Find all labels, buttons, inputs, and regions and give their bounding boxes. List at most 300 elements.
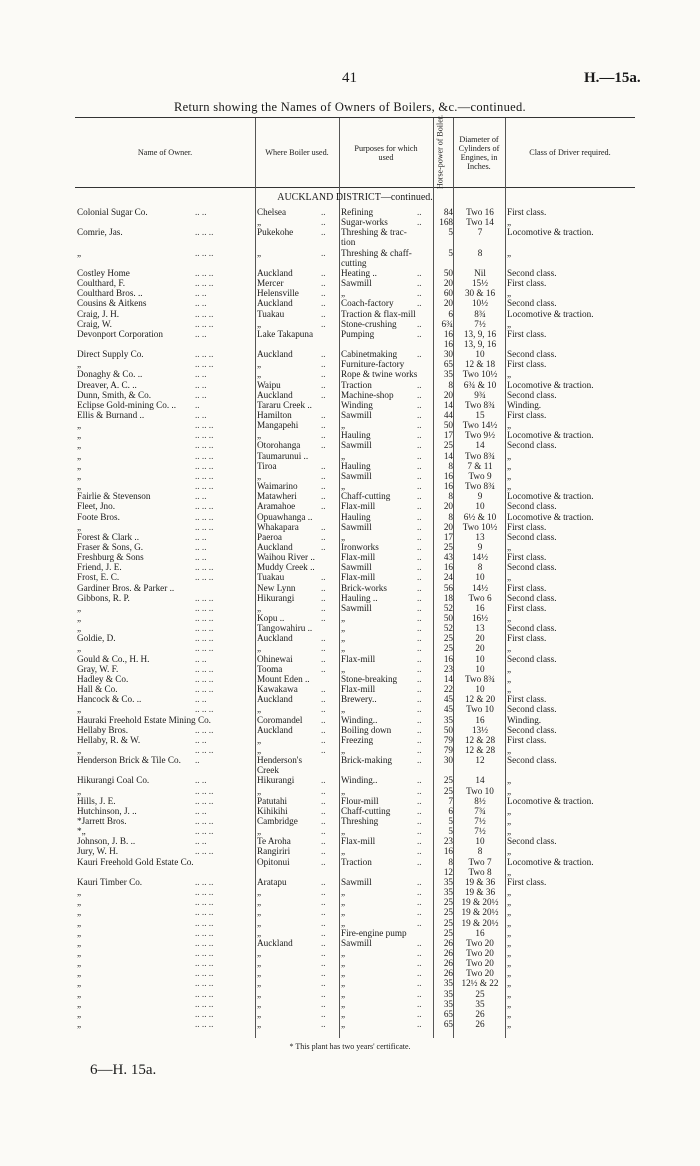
driver-class-cell: Second class. [507,440,557,451]
driver-class-cell: Second class. [507,389,557,400]
diameter-cell: Two 8¾ [465,450,495,461]
owner-cell: „ [77,998,82,1009]
horse-power-cell: 25 [443,907,453,918]
purpose-cell: Flax-mill [341,653,376,664]
owner-leader-dots: .. .. .. [195,826,214,837]
table-row [75,603,635,613]
horse-power-cell: 16 [443,653,453,664]
where-used-cell: Kihikihi [257,805,288,816]
owner-leader-dots: .. .. [195,836,207,847]
driver-class-cell: „ [507,947,512,958]
purpose-cell: Coach-factory [341,298,394,309]
diameter-cell: 25 [475,988,485,999]
owner-cell: Direct Supply Co. [77,349,144,360]
driver-class-cell: Locomotive & traction. [507,379,594,390]
driver-class-cell: Second class. [507,623,557,634]
diameter-cell: Two 10 [466,785,494,796]
diameter-cell: 19 & 36 [464,876,496,887]
owner-cell: „ [77,247,82,258]
header-diameter: Diameter of Cylinders of Engines, in Inches. [458,134,500,171]
purpose-cell: Sawmill [341,937,372,948]
purpose-leader-dots: .. [417,785,422,796]
owner-leader-dots: .. .. .. [195,1008,214,1019]
purpose-leader-dots: .. [417,623,422,634]
where-used-cell: Tiroa [257,460,277,471]
purpose-cell: Rope & twine works [341,369,418,380]
where-leader-dots: .. [321,978,326,989]
purpose-leader-dots: .. [417,541,422,552]
where-leader-dots: .. [321,278,326,289]
horse-power-cell: 18 [443,592,453,603]
owner-cell: Gardiner Bros. & Parker .. [77,582,175,593]
where-used-cell: „ [257,359,262,370]
purpose-cell: tion [341,237,356,248]
table-row [75,989,635,999]
purpose-leader-dots: .. [417,267,422,278]
driver-class-cell: First class. [507,278,547,289]
diameter-cell: 14½ [471,582,489,593]
horse-power-cell: 20 [443,389,453,400]
diameter-cell: 16 [475,927,485,938]
where-used-cell: „ [257,988,262,999]
owner-leader-dots: .. .. [195,541,207,552]
owner-cell: Hancock & Co. .. [77,694,142,705]
owner-cell: „ [77,470,82,481]
owner-cell: Craig, W. [77,318,112,329]
diameter-cell: 12½ & 22 [461,978,499,989]
purpose-leader-dots: .. [417,673,422,684]
diameter-cell: 9¾ [474,389,486,400]
purpose-cell: Flax-mill [341,501,376,512]
driver-class-cell: Locomotive & traction. [507,856,594,867]
table-row [75,836,635,846]
driver-class-cell: „ [507,887,512,898]
table-row [75,258,635,268]
driver-class-cell: „ [507,805,512,816]
driver-class-cell: Second class. [507,704,557,715]
owner-cell: „ [77,440,82,451]
purpose-cell: Hauling [341,430,371,441]
where-used-cell: Auckland [257,349,293,360]
purpose-leader-dots: .. [417,288,422,299]
horse-power-cell: 35 [443,369,453,380]
where-leader-dots: .. [321,470,326,481]
horse-power-cell: 35 [443,978,453,989]
table-row [75,390,635,400]
driver-class-cell: First class. [507,602,547,613]
owner-cell: Gray, W. F. [77,663,119,674]
driver-class-cell: „ [507,460,512,471]
purpose-cell: Flax-mill [341,572,376,583]
owner-cell: Gould & Co., H. H. [77,653,150,664]
horse-power-cell: 25 [443,897,453,908]
diameter-cell: 35 [475,998,485,1009]
horse-power-cell: 35 [443,887,453,898]
where-used-cell: Mangapehi [257,420,299,431]
driver-class-cell: „ [507,744,512,755]
owner-leader-dots: .. .. .. [195,481,214,492]
purpose-cell: Cabinetmaking [341,349,398,360]
purpose-cell: Sawmill [341,410,372,420]
horse-power-cell: 16 [443,338,453,349]
where-leader-dots: .. [321,643,326,654]
where-leader-dots: .. [321,267,326,278]
where-leader-dots: .. [321,501,326,512]
diameter-cell: 14 [475,775,485,786]
owner-cell: „ [77,602,82,613]
diameter-cell: 10 [475,572,485,583]
purpose-cell: Brewery.. [341,694,377,705]
horse-power-cell: 52 [443,623,453,634]
where-used-cell: „ [257,917,262,928]
driver-class-cell: First class. [507,328,547,339]
horse-power-cell: 5 [448,227,453,238]
owner-leader-dots: .. .. .. [195,572,214,583]
horse-power-cell: 25 [443,643,453,654]
horse-power-cell: 23 [443,836,453,847]
table-row [75,725,635,735]
owner-cell: Foote Bros. [77,511,120,522]
horse-power-cell: 50 [443,420,453,431]
driver-class-cell: Second class. [507,592,557,603]
diameter-cell: 10 [475,836,485,847]
purpose-leader-dots: .. [417,572,422,583]
owner-cell: Dreaver, A. C. .. [77,379,137,390]
driver-class-cell: „ [507,613,512,623]
purpose-leader-dots: .. [417,775,422,786]
owner-cell: Donaghy & Co. .. [77,369,143,380]
owner-cell: Eclipse Gold-mining Co. .. [77,399,177,410]
purpose-leader-dots: .. [417,704,422,715]
horse-power-cell: 6 [448,308,453,319]
horse-power-cell: 52 [443,602,453,613]
header-driver-class: Class of Driver required. [529,148,611,157]
owner-leader-dots: .. .. .. [195,420,214,431]
where-used-cell: New Lynn [257,582,296,593]
purpose-cell: Flax-mill [341,836,376,847]
owner-leader-dots: .. .. [195,694,207,705]
table-row [75,309,635,319]
horse-power-cell: 14 [443,399,453,410]
purpose-leader-dots: .. [417,653,422,664]
purpose-leader-dots: .. [417,217,422,228]
driver-class-cell: „ [507,998,512,1009]
table-row [75,471,635,481]
where-leader-dots: .. [321,937,326,948]
table-row [75,349,635,359]
purpose-cell: Threshing & chaff- [341,247,412,258]
where-leader-dots: .. [321,613,326,623]
owner-leader-dots: .. .. .. [195,876,214,887]
driver-class-cell: Locomotive & traction. [507,308,594,319]
table-row [75,583,635,593]
diameter-cell: 16½ [471,613,489,623]
horse-power-cell: 17 [443,430,453,441]
driver-class-cell: „ [507,541,512,552]
purpose-leader-dots: .. [417,501,422,512]
purpose-leader-dots: .. [417,816,422,826]
where-used-cell: Tangowahiru .. [257,623,313,634]
table-row [75,298,635,308]
purpose-cell: Chaff-cutting [341,491,391,502]
where-leader-dots: .. [321,308,326,319]
driver-class-cell: Second class. [507,501,557,512]
owner-leader-dots: .. .. .. [195,470,214,481]
owner-cell: „ [77,460,82,471]
where-leader-dots: .. [321,897,326,908]
table-row [75,278,635,288]
owner-leader-dots: .. .. .. [195,227,214,238]
diameter-cell: Nil [474,267,486,278]
where-used-cell: Tuakau [257,308,285,319]
purpose-cell: Brick-works [341,582,387,593]
owner-leader-dots: .. .. .. [195,998,214,1009]
table-row [75,319,635,329]
where-leader-dots: .. [321,826,326,837]
diameter-cell: Two 10½ [462,521,498,532]
table-row [75,907,635,917]
table-row [75,897,635,907]
where-used-cell: Henderson's [257,755,303,766]
horse-power-cell: 24 [443,572,453,583]
table-row [75,938,635,948]
purpose-cell: Traction & flax-mill [341,308,416,319]
driver-class-cell: Second class. [507,755,557,766]
horse-power-cell: 25 [443,440,453,451]
boiler-owners-table [75,117,635,1038]
diameter-cell: Two 20 [466,937,494,948]
diameter-cell: 10½ [471,298,489,309]
driver-class-cell: „ [507,988,512,999]
where-used-cell: „ [257,907,262,918]
table-row [75,978,635,988]
where-leader-dots: .. [321,856,326,867]
diameter-cell: 7 & 11 [467,460,493,471]
horse-power-cell: 79 [443,734,453,745]
purpose-cell: Hauling [341,511,371,522]
purpose-cell: „ [341,623,346,634]
where-leader-dots: .. [321,582,326,593]
where-leader-dots: .. [321,410,326,420]
owner-leader-dots: .. .. .. [195,592,214,603]
driver-class-cell: First class. [507,734,547,745]
owner-leader-dots: .. .. .. [195,958,214,969]
purpose-cell: „ [341,968,346,979]
where-used-cell: „ [257,643,262,654]
owner-cell: „ [77,744,82,755]
horse-power-cell: 25 [443,917,453,928]
purpose-leader-dots: .. [417,826,422,837]
header-owner: Name of Owner. [137,148,193,157]
diameter-cell: 14½ [471,552,489,563]
diameter-cell: Two 8¾ [465,673,495,684]
table-row [75,430,635,440]
purpose-leader-dots: .. [417,897,422,908]
table-row [75,217,635,227]
purpose-cell: Sawmill [341,521,372,532]
table-row [75,826,635,836]
horse-power-cell: 25 [443,541,453,552]
owner-leader-dots: .. .. .. [195,450,214,461]
purpose-cell: Threshing [341,816,379,826]
purpose-cell: „ [341,958,346,969]
where-used-cell: „ [257,897,262,908]
where-leader-dots: .. [321,592,326,603]
owner-leader-dots: .. .. .. [195,704,214,715]
diameter-cell: 19 & 20½ [461,897,499,908]
where-used-cell: „ [257,927,262,938]
purpose-cell: „ [341,481,346,492]
where-leader-dots: .. [321,217,326,228]
diameter-cell: 30 & 16 [464,288,496,299]
horse-power-cell: 20 [443,278,453,289]
driver-class-cell: „ [507,1008,512,1019]
purpose-cell: Freezing [341,734,374,745]
table-row [75,664,635,674]
table-row [75,542,635,552]
diameter-cell: Two 20 [466,958,494,969]
owner-leader-dots: .. .. .. [195,613,214,623]
diameter-cell: 12 & 20 [464,694,496,705]
owner-cell: „ [77,958,82,969]
purpose-cell: Sawmill [341,876,372,887]
owner-leader-dots: .. .. .. [195,897,214,908]
purpose-leader-dots: .. [417,420,422,431]
owner-leader-dots: .. .. .. [195,308,214,319]
owner-cell: Colonial Sugar Co. [77,207,148,217]
purpose-cell: Ironworks [341,541,379,552]
owner-cell: Hall & Co. [77,684,118,695]
diameter-cell: 10 [475,349,485,360]
where-leader-dots: .. [321,491,326,502]
table-row [75,674,635,684]
owner-leader-dots: .. .. .. [195,247,214,258]
where-leader-dots: .. [321,816,326,826]
table-row [75,562,635,572]
owner-cell: „ [77,643,82,654]
table-row [75,532,635,542]
owner-leader-dots: .. .. .. [195,643,214,654]
where-leader-dots: .. [321,968,326,979]
purpose-leader-dots: .. [417,491,422,502]
diameter-cell: 8½ [474,795,486,806]
owner-cell: Henderson Brick & Tile Co. [77,755,181,766]
horse-power-cell: 26 [443,958,453,969]
where-used-cell: Ohinewai [257,653,293,664]
header-rule [75,187,635,188]
diameter-cell: Two 7 [468,856,492,867]
purpose-cell: „ [341,897,346,908]
owner-cell: „ [77,947,82,958]
horse-power-cell: 50 [443,724,453,735]
purpose-leader-dots: .. [417,450,422,461]
purpose-cell: Winding.. [341,714,378,725]
where-leader-dots: .. [321,927,326,938]
driver-class-cell: „ [507,663,512,674]
where-used-cell: Matawheri [257,491,297,502]
table-row [75,420,635,430]
driver-class-cell: „ [507,866,512,877]
owner-cell: Devonport Corporation [77,328,163,339]
owner-leader-dots: .. .. .. [195,907,214,918]
horse-power-cell: 35 [443,988,453,999]
diameter-cell: 9 [477,491,483,502]
purpose-leader-dots: .. [417,917,422,928]
driver-class-cell: „ [507,450,512,461]
driver-class-cell: „ [507,927,512,938]
purpose-leader-dots: .. [417,531,422,542]
purpose-leader-dots: .. [417,744,422,755]
driver-class-cell: „ [507,217,512,228]
diameter-cell: 12 & 28 [464,734,496,745]
driver-class-cell: Second class. [507,298,557,309]
table-row [75,654,635,664]
driver-class-cell: Second class. [507,562,557,573]
diameter-cell: Two 8¾ [465,481,495,492]
where-leader-dots: .. [321,602,326,613]
owner-cell: Hadley & Co. [77,673,129,684]
diameter-cell: 10 [475,653,485,664]
where-used-cell: „ [257,978,262,989]
where-leader-dots: .. [321,288,326,299]
where-leader-dots: .. [321,744,326,755]
diameter-cell: 15½ [471,278,489,289]
purpose-leader-dots: .. [417,876,422,887]
driver-class-cell: „ [507,470,512,481]
table-row [75,552,635,562]
where-used-cell: „ [257,887,262,898]
where-leader-dots: .. [321,846,326,857]
purpose-cell: „ [341,633,346,644]
horse-power-cell: 26 [443,947,453,958]
owner-cell: Fairlie & Stevenson [77,491,151,502]
horse-power-cell: 44 [443,410,453,420]
purpose-cell: Flour-mill [341,795,379,806]
driver-class-cell: „ [507,775,512,786]
where-leader-dots: .. [321,947,326,958]
purpose-leader-dots: .. [417,318,422,329]
table-row [75,928,635,938]
where-used-cell: Auckland [257,389,293,400]
where-leader-dots: .. [321,998,326,1009]
purpose-cell: Chaff-cutting [341,805,391,816]
horse-power-cell: 65 [443,359,453,370]
owner-cell: „ [77,917,82,928]
table-row [75,694,635,704]
table-row [75,765,635,775]
diameter-cell: Two 8 [468,866,492,877]
where-leader-dots: .. [321,694,326,705]
where-leader-dots: .. [321,734,326,745]
diameter-cell: 13½ [471,724,489,735]
purpose-cell: „ [341,663,346,674]
owner-cell: „ [77,623,82,634]
driver-class-cell: „ [507,369,512,380]
where-used-cell: Waipu [257,379,281,390]
owner-leader-dots: .. .. [195,369,207,380]
where-used-cell: Auckland [257,937,293,948]
where-used-cell: Waihou River .. [257,552,315,563]
driver-class-cell: „ [507,643,512,654]
purpose-leader-dots: .. [417,805,422,816]
where-used-cell: Auckland [257,724,293,735]
purpose-cell: Sawmill [341,470,372,481]
owner-cell: „ [77,927,82,938]
owner-leader-dots: .. .. [195,410,207,420]
driver-class-cell: „ [507,897,512,908]
where-leader-dots: .. [321,481,326,492]
purpose-leader-dots: .. [417,552,422,563]
